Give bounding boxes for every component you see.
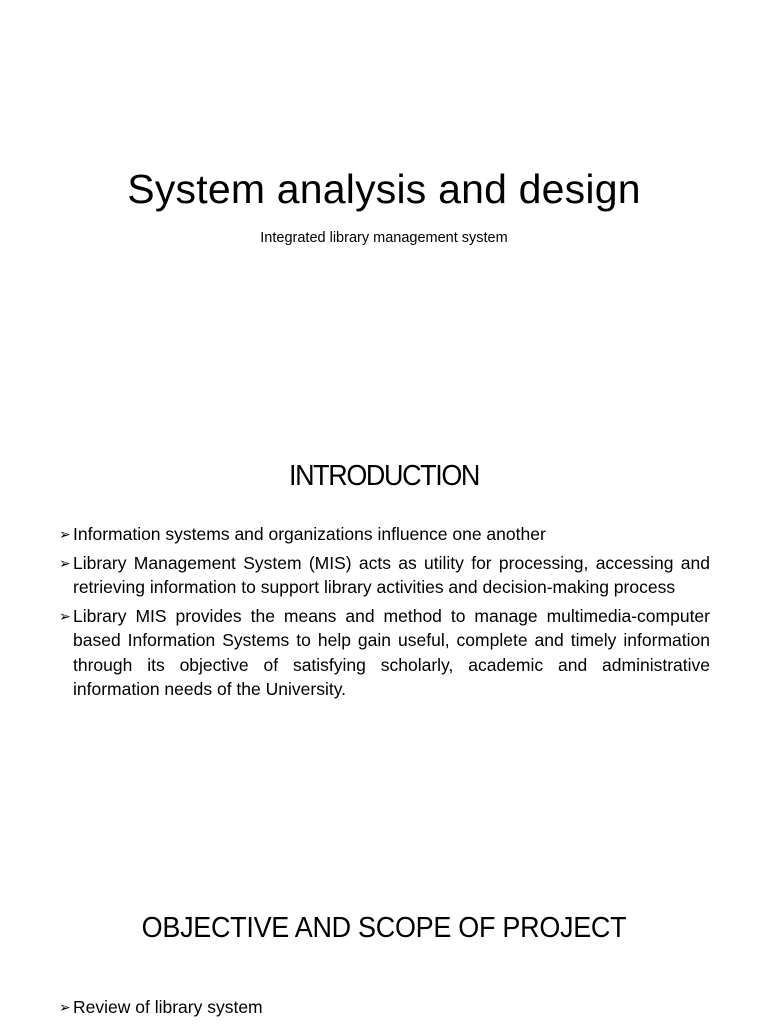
arrow-bullet-icon: ➢ [59, 526, 71, 542]
bullet-item [59, 604, 710, 702]
introduction-slide [0, 426, 768, 844]
bullet-text: Review of library system [73, 997, 263, 1017]
presentation-subtitle: Integrated library management system [260, 230, 508, 246]
objective-heading: OBJECTIVE AND SCOPE OF PROJECT [141, 912, 627, 944]
objective-bullet-list [59, 995, 710, 1024]
introduction-bullet-list [59, 522, 710, 706]
presentation-title: System analysis and design [127, 166, 641, 212]
arrow-bullet-icon: ➢ [59, 999, 71, 1015]
bullet-item [59, 995, 710, 1020]
objective-slide [0, 844, 768, 1024]
bullet-item [59, 522, 710, 547]
bullet-text: Library Management System (MIS) acts as utility for processing, accessing and retrieving information to support library activities and decision-making process [73, 552, 710, 597]
bullet-text: Library MIS provides the means and method to manage multimedia-computer based Information Systems to help gain useful, complete and timely information through its objective of satisfying scholarly, academic and administrative information needs of the University. [73, 605, 710, 699]
arrow-bullet-icon: ➢ [59, 554, 71, 571]
arrow-bullet-icon: ➢ [59, 607, 71, 624]
bullet-text: Information systems and organizations influence one another [73, 524, 546, 544]
title-slide [0, 0, 768, 426]
bullet-item [59, 551, 710, 600]
introduction-heading: INTRODUCTION [288, 460, 480, 492]
